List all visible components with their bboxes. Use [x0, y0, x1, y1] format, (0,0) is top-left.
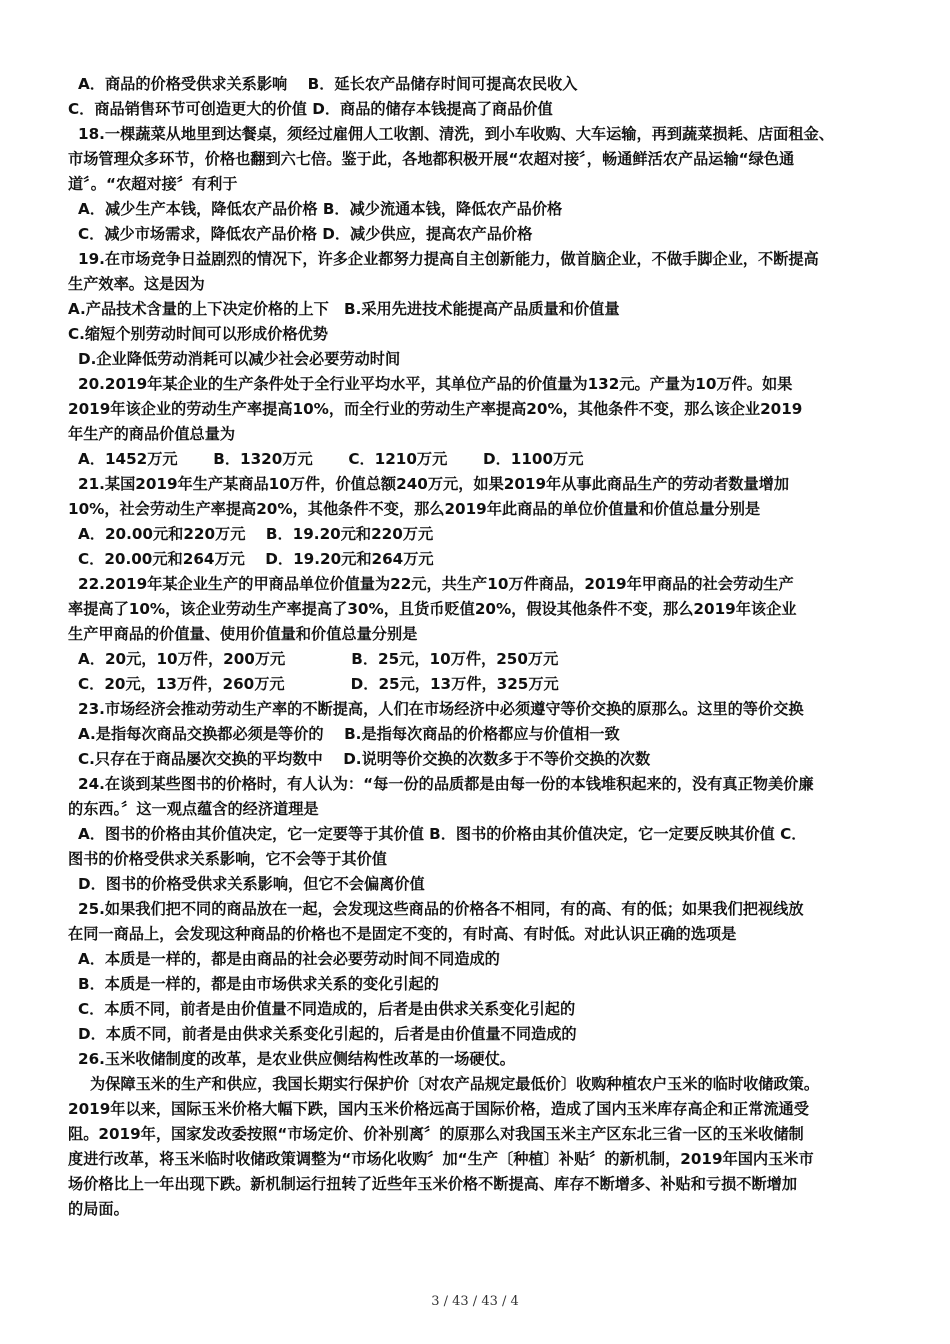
text-line: 19.在市场竞争日益剧烈的情况下，许多企业都努力提高自主创新能力，做首脑企业，不做手脚企业，不断提高 — [78, 250, 819, 268]
text-line: C．本质不同，前者是由价值量不同造成的，后者是由供求关系变化引起的 — [78, 1000, 576, 1018]
text-line: 图书的价格受供求关系影响，它不会等于其价值 — [68, 850, 387, 868]
document-body — [68, 72, 890, 1222]
text-line: A．图书的价格由其价值决定，它一定要等于其价值 B．图书的价格由其价值决定，它一定要反映其价值 C． — [78, 825, 807, 843]
text-line: 阻。2019年，国家发改委按照“市场定价、价补别离〞的原那么对我国玉米主产区东北三省一区的玉米收储制 — [68, 1125, 804, 1143]
text-line: 2019年以来，国际玉米价格大幅下跌，国内玉米价格远高于国际价格，造成了国内玉米库存高企和正常流通受 — [68, 1100, 809, 1118]
text-line: 10%，社会劳动生产率提高20%，其他条件不变，那么2019年此商品的单位价值量和价值总量分别是 — [68, 500, 761, 518]
text-line: 在同一商品上，会发现这种商品的价格也不是固定不变的，有时高、有时低。对此认识正确的选项是 — [68, 925, 737, 943]
text-line: 24.在谈到某些图书的价格时，有人认为：“每一份的品质都是由每一份的本钱堆积起来的，没有真正物美价廉 — [78, 775, 814, 793]
text-line: 21.某国2019年生产某商品10万件，价值总额240万元，如果2019年从事此商品生产的劳动者数量增加 — [78, 475, 790, 493]
text-line: 场价格比上一年出现下跌。新机制运行扭转了近些年玉米价格不断提高、库存不断增多、补贴和亏损不断增加 — [68, 1175, 797, 1193]
text-line: 23.市场经济会推动劳动生产率的不断提高，人们在市场经济中必须遵守等价交换的原那么。这里的等价交换 — [78, 700, 804, 718]
text-line: A．20.00元和220万元 B．19.20元和220万元 — [78, 525, 434, 543]
page-number: 3 / 43 / 43 / 4 — [431, 1294, 519, 1309]
text-line: C.只存在于商品屡次交换的平均数中 D.说明等价交换的次数多于不等价交换的次数 — [78, 750, 651, 768]
text-line: 率提高了10%，该企业劳动生产率提高了30%，且货币贬值20%，假设其他条件不变，那么2019年该企业 — [68, 600, 797, 618]
text-line: 道〞。“农超对接〞有利于 — [68, 175, 238, 193]
text-line: 市场管理众多环节，价格也翻到六七倍。鉴于此，各地都积极开展“农超对接〞，畅通鲜活农产品运输“绿色通 — [68, 150, 795, 168]
text-line: A．1452万元 B．1320万元 C．1210万元 D．1100万元 — [78, 450, 584, 468]
text-line: 2019年该企业的劳动生产率提高10%，而全行业的劳动生产率提高20%，其他条件不变，那么该企业2019 — [68, 400, 803, 418]
text-line: A.是指每次商品交换都必须是等价的 B.是指每次商品的价格都应与价值相一致 — [78, 725, 620, 743]
text-line: D．图书的价格受供求关系影响，但它不会偏离价值 — [78, 875, 425, 893]
text-line: A．商品的价格受供求关系影响 B．延长农产品储存时间可提高农民收入 — [78, 75, 578, 93]
text-line: 18.一棵蔬菜从地里到达餐桌，须经过雇佣人工收割、清洗，到小车收购、大车运输，再到蔬菜损耗、店面租金、 — [78, 125, 834, 143]
text-line: 的局面。 — [68, 1200, 129, 1218]
text-line: A.产品技术含量的上下决定价格的上下 B.采用先进技术能提高产品质量和价值量 — [68, 300, 620, 318]
text-line: 20.2019年某企业的生产条件处于全行业平均水平，其单位产品的价值量为132元。产量为10万件。如果 — [78, 375, 793, 393]
text-line: 为保障玉米的生产和供应，我国长期实行保护价〔对农产品规定最低价〕收购种植农户玉米的临时收储政策。 — [90, 1075, 819, 1093]
text-line: C．减少市场需求，降低农产品价格 D．减少供应，提高农产品价格 — [78, 225, 533, 243]
text-line: B．本质是一样的，都是由市场供求关系的变化引起的 — [78, 975, 439, 993]
text-line: 的东西。〞这一观点蕴含的经济道理是 — [68, 800, 319, 818]
text-line: A．本质是一样的，都是由商品的社会必要劳动时间不同造成的 — [78, 950, 500, 968]
text-line: 22.2019年某企业生产的甲商品单位价值量为22元，共生产10万件商品，2019年甲商品的社会劳动生产 — [78, 575, 794, 593]
text-line: 年生产的商品价值总量为 — [68, 425, 236, 443]
text-line: A．减少生产本钱，降低农产品价格 B．减少流通本钱，降低农产品价格 — [78, 200, 563, 218]
text-line: 26.玉米收储制度的改革，是农业供应侧结构性改革的一场硬仗。 — [78, 1050, 515, 1068]
text-line: C.缩短个别劳动时间可以形成价格优势 — [68, 325, 328, 343]
text-line: C．20.00元和264万元 D．19.20元和264万元 — [78, 550, 434, 568]
text-line: 25.如果我们把不同的商品放在一起，会发现这些商品的价格各不相同，有的高、有的低；如果我们把视线放 — [78, 900, 804, 918]
text-line: D．本质不同，前者是由供求关系变化引起的，后者是由价值量不同造成的 — [78, 1025, 577, 1043]
text-line: C．20元，13万件，260万元 D．25元，13万件，325万元 — [78, 675, 559, 693]
text-line: 生产效率。这是因为 — [68, 275, 205, 293]
text-line: A．20元，10万件，200万元 B．25元，10万件，250万元 — [78, 650, 559, 668]
text-line: D.企业降低劳动消耗可以减少社会必要劳动时间 — [78, 350, 401, 368]
text-line: 度进行改革，将玉米临时收储政策调整为“市场化收购〞加“生产〔种植〕补贴〞的新机制，2019年国内玉米市 — [68, 1150, 814, 1168]
text-line: 生产甲商品的价值量、使用价值量和价值总量分别是 — [68, 625, 418, 643]
text-line: C．商品销售环节可创造更大的价值 D．商品的储存本钱提高了商品价值 — [68, 100, 553, 118]
